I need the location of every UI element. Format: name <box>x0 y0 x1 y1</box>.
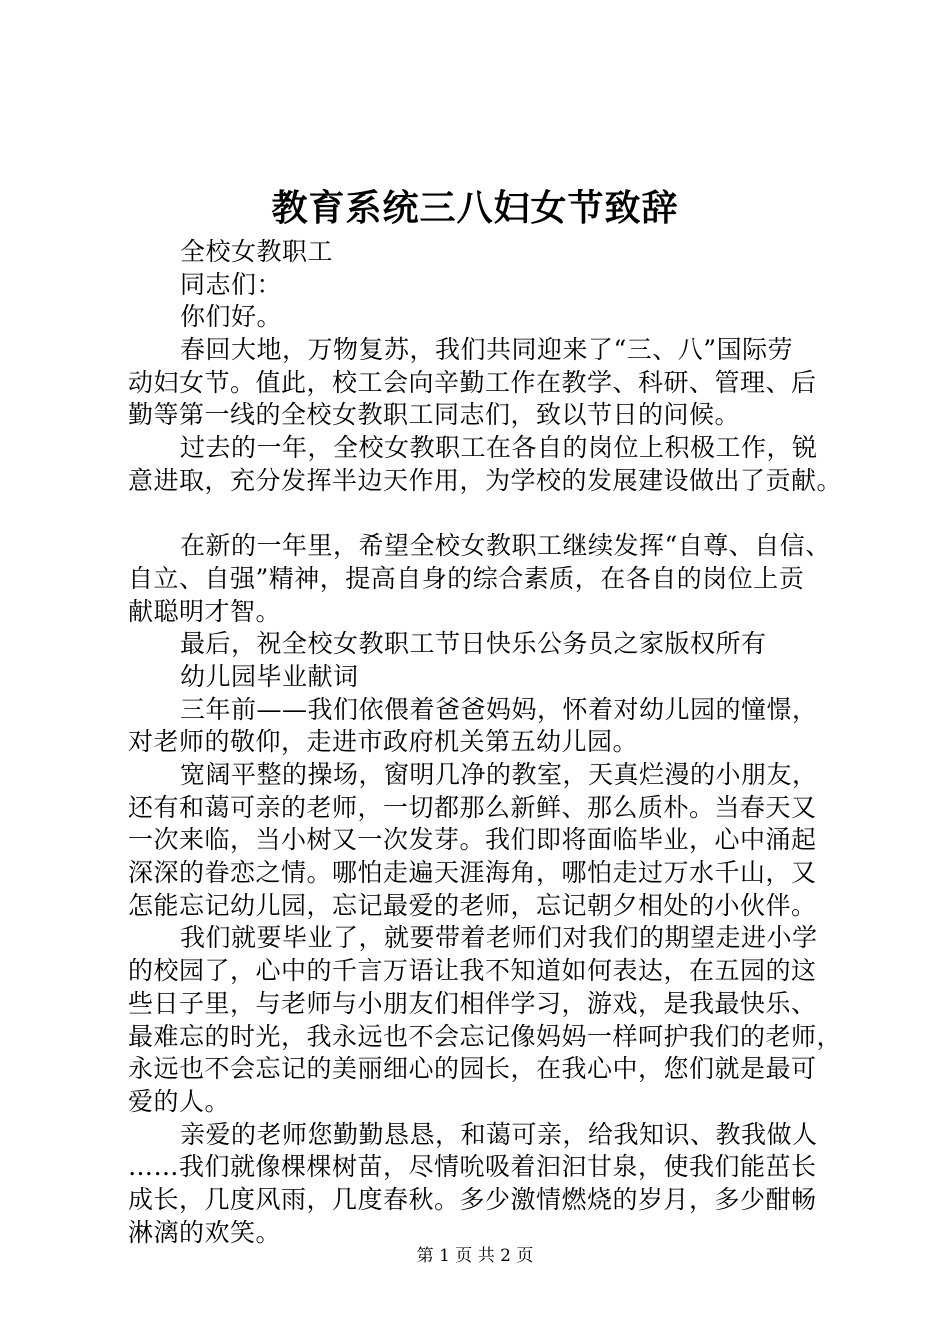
text-line: 勤等第一线的全校女教职工同志们，致以节日的问候。 <box>128 400 741 430</box>
text-line: 的校园了，心中的千言万语让我不知道如何表达，在五园的这 <box>128 956 817 986</box>
document-title: 教育系统三八妇女节致辞 <box>271 187 679 229</box>
text-line: 淋漓的欢笑。 <box>128 1217 282 1247</box>
text-line: 最后，祝全校女教职工节日快乐公务员之家版权所有 <box>180 629 767 659</box>
text-line: 深深的眷恋之情。哪怕走遍天涯海角，哪怕走过万水千山，又 <box>128 858 817 888</box>
text-line: 幼儿园毕业献词 <box>180 661 359 691</box>
text-line: ……我们就像棵棵树苗，尽情吮吸着汩汩甘泉，使我们能茁长 <box>128 1152 817 1182</box>
text-line: 意进取，充分发挥半边天作用，为学校的发展建设做出了贡献。 <box>128 465 843 495</box>
text-line: 同志们： <box>180 269 283 299</box>
page-footer: 第 1 页 共 2 页 <box>416 1246 534 1266</box>
text-line: 对老师的敬仰，走进市政府机关第五幼儿园。 <box>128 727 639 757</box>
text-line: 三年前——我们依偎着爸爸妈妈，怀着对幼儿园的憧憬， <box>180 694 818 724</box>
text-line: 宽阔平整的操场，窗明几净的教室，天真烂漫的小朋友， <box>180 760 818 789</box>
text-line: 过去的一年，全校女教职工在各自的岗位上积极工作，锐 <box>180 433 818 463</box>
text-line: 我们就要毕业了，就要带着老师们对我们的期望走进小学 <box>180 923 818 953</box>
text-line: 些日子里，与老师与小朋友们相伴学习，游戏，是我最快乐、 <box>128 988 817 1018</box>
text-line: 全校女教职工 <box>180 237 334 266</box>
text-line: 一次来临，当小树又一次发芽。我们即将面临毕业，心中涌起 <box>128 825 817 855</box>
text-line: 献聪明才智。 <box>128 596 282 626</box>
text-line: 成长，几度风雨，几度春秋。多少激情燃烧的岁月，多少酣畅 <box>128 1184 817 1214</box>
blank-line <box>128 498 848 531</box>
text-line: 爱的人。 <box>128 1086 231 1116</box>
text-line: 最难忘的时光，我永远也不会忘记像妈妈一样呵护我们的老师， <box>128 1021 843 1051</box>
document-body <box>128 236 848 1249</box>
text-line: 动妇女节。值此，校工会向辛勤工作在教学、科研、管理、后 <box>128 367 817 397</box>
text-line: 自立、自强”精神，提高自身的综合素质，在各自的岗位上贡 <box>128 563 805 593</box>
text-line: 春回大地，万物复苏，我们共同迎来了“三、八”国际劳 <box>180 335 794 365</box>
text-line: 你们好。 <box>180 302 283 332</box>
text-line: 在新的一年里，希望全校女教职工继续发挥“自尊、自信、 <box>180 531 831 561</box>
text-line: 怎能忘记幼儿园，忘记最爱的老师，忘记朝夕相处的小伙伴。 <box>128 890 817 920</box>
text-line: 亲爱的老师您勤勤恳恳，和蔼可亲，给我知识、教我做人 <box>180 1119 818 1149</box>
text-line: 还有和蔼可亲的老师，一切都那么新鲜、那么质朴。当春天又 <box>128 792 817 822</box>
text-line: 永远也不会忘记的美丽细心的园长，在我心中，您们就是最可 <box>128 1054 817 1084</box>
